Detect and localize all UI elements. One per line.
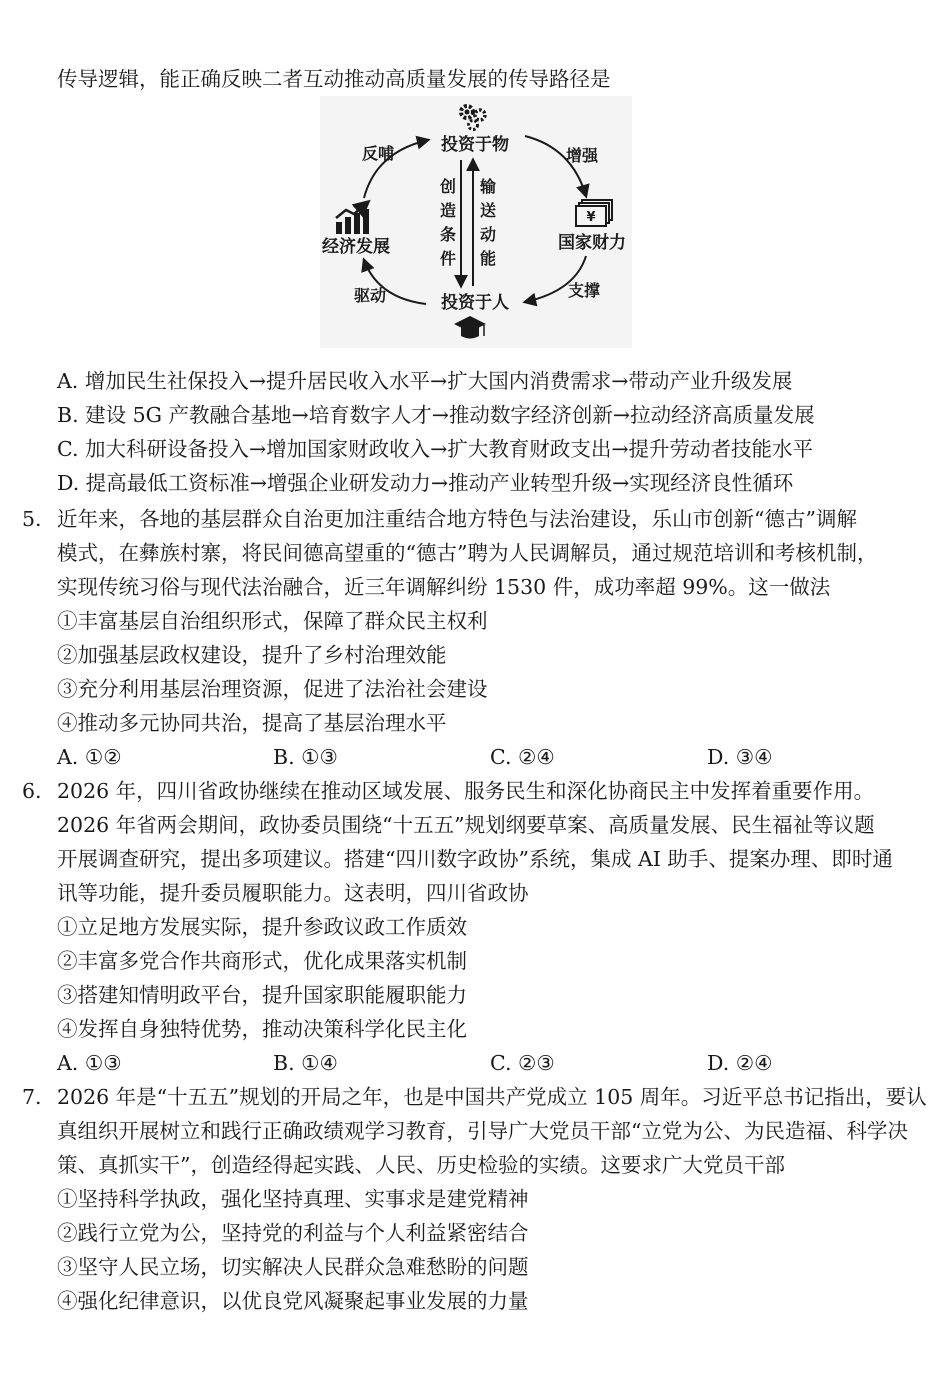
q5-number: 5. bbox=[22, 507, 42, 531]
q5-statement-1: ①丰富基层自治组织形式，保障了群众民主权利 bbox=[57, 609, 488, 633]
q5-choice-b: B. ①③ bbox=[273, 745, 338, 769]
q5-statement-2: ②加强基层政权建设，提升了乡村治理效能 bbox=[57, 643, 447, 667]
q5-choice-a: A. ①② bbox=[57, 745, 122, 769]
money-icon bbox=[576, 200, 612, 226]
center-right-char: 能 bbox=[479, 249, 497, 268]
q6-choice-a: A. ①③ bbox=[57, 1051, 122, 1075]
q5-stem-line: 实现传统习俗与现代法治融合，近三年调解纠纷 1530 件，成功率超 99%。这一做法 bbox=[57, 575, 831, 599]
node-state-finance: 国家财力 bbox=[558, 233, 626, 253]
label-drive: 驱动 bbox=[353, 286, 387, 305]
q7-number: 7. bbox=[22, 1085, 42, 1109]
q4-option-d: D. 提高最低工资标准→增强企业研发动力→推动产业转型升级→实现经济良性循环 bbox=[57, 471, 794, 495]
q6-number: 6. bbox=[22, 779, 42, 803]
q4-stem-tail: 传导逻辑，能正确反映二者互动推动高质量发展的传导路径是 bbox=[57, 67, 611, 91]
q7-statement-3: ③坚守人民立场，切实解决人民群众急难愁盼的问题 bbox=[57, 1255, 529, 1279]
q7-statement-2: ②践行立党为公，坚持党的利益与个人利益紧密结合 bbox=[57, 1221, 529, 1245]
label-support: 支撑 bbox=[567, 281, 601, 300]
center-left-char: 创 bbox=[439, 177, 457, 196]
center-left-char: 造 bbox=[439, 201, 457, 220]
q6-statement-2: ②丰富多党合作共商形式，优化成果落实机制 bbox=[57, 949, 467, 973]
q7-stem-line: 2026 年是“十五五”规划的开局之年，也是中国共产党成立 105 周年。习近平总书记指出，要认 bbox=[57, 1085, 927, 1109]
q5-stem-line: 模式，在彝族村寨，将民间德高望重的“德古”聘为人民调解员，通过规范培训和考核机制， bbox=[57, 541, 878, 565]
q6-statement-1: ①立足地方发展实际，提升参政议政工作质效 bbox=[57, 915, 467, 939]
q5-choice-d: D. ③④ bbox=[707, 745, 773, 769]
q6-choice-b: B. ①④ bbox=[273, 1051, 338, 1075]
center-left-char: 件 bbox=[439, 249, 457, 268]
q5-statement-4: ④推动多元协同共治，提高了基层治理水平 bbox=[57, 711, 447, 735]
center-right-char: 送 bbox=[479, 201, 497, 220]
center-right-char: 动 bbox=[479, 225, 497, 244]
node-economic-development: 经济发展 bbox=[322, 237, 390, 257]
q4-option-a: A. 增加民生社保投入→提升居民收入水平→扩大国内消费需求→带动产业升级发展 bbox=[57, 369, 793, 393]
q7-statement-1: ①坚持科学执政，强化坚持真理、实事求是建党精神 bbox=[57, 1187, 529, 1211]
label-enhance: 增强 bbox=[565, 146, 599, 165]
q5-stem-line: 近年来，各地的基层群众自治更加注重结合地方特色与法治建设，乐山市创新“德古”调解 bbox=[57, 507, 857, 531]
q6-stem-line: 讯等功能，提升委员履职能力。这表明，四川省政协 bbox=[57, 881, 529, 905]
investment-cycle-diagram bbox=[320, 96, 632, 348]
q7-stem-line: 真组织开展树立和践行正确政绩观学习教育，引导广大党员干部“立党为公、为民造福、科学决 bbox=[57, 1119, 908, 1143]
center-right-char: 输 bbox=[479, 177, 497, 196]
q6-stem-line: 2026 年省两会期间，政协委员围绕“十五五”规划纲要草案、高质量发展、民生福祉等议题 bbox=[57, 813, 875, 837]
q5-statement-3: ③充分利用基层治理资源，促进了法治社会建设 bbox=[57, 677, 488, 701]
q4-option-b: B. 建设 5G 产教融合基地→培育数字人才→推动数字经济创新→拉动经济高质量发展 bbox=[57, 403, 815, 427]
q5-choice-c: C. ②④ bbox=[490, 745, 555, 769]
q6-stem-line: 开展调查研究，提出多项建议。搭建“四川数字政协”系统，集成 AI 助手、提案办理、即时通 bbox=[57, 847, 893, 871]
q6-stem-line: 2026 年，四川省政协继续在推动区域发展、服务民生和深化协商民主中发挥着重要作用。 bbox=[57, 779, 875, 803]
svg-text:¥: ¥ bbox=[586, 210, 596, 225]
q4-option-c: C. 加大科研设备投入→增加国家财政收入→扩大教育财政支出→提升劳动者技能水平 bbox=[57, 437, 814, 461]
q6-statement-3: ③搭建知情明政平台，提升国家职能履职能力 bbox=[57, 983, 467, 1007]
q7-stem-line: 策、真抓实干”，创造经得起实践、人民、历史检验的实绩。这要求广大党员干部 bbox=[57, 1153, 785, 1177]
q6-choice-c: C. ②③ bbox=[490, 1051, 555, 1075]
q6-statement-4: ④发挥自身独特优势，推动决策科学化民主化 bbox=[57, 1017, 467, 1041]
node-invest-people: 投资于人 bbox=[441, 293, 509, 313]
q7-statement-4: ④强化纪律意识，以优良党风凝聚起事业发展的力量 bbox=[57, 1289, 529, 1313]
q6-choice-d: D. ②④ bbox=[707, 1051, 773, 1075]
label-feedback: 反哺 bbox=[361, 144, 395, 163]
center-left-char: 条 bbox=[439, 225, 457, 244]
node-invest-things: 投资于物 bbox=[441, 135, 509, 155]
